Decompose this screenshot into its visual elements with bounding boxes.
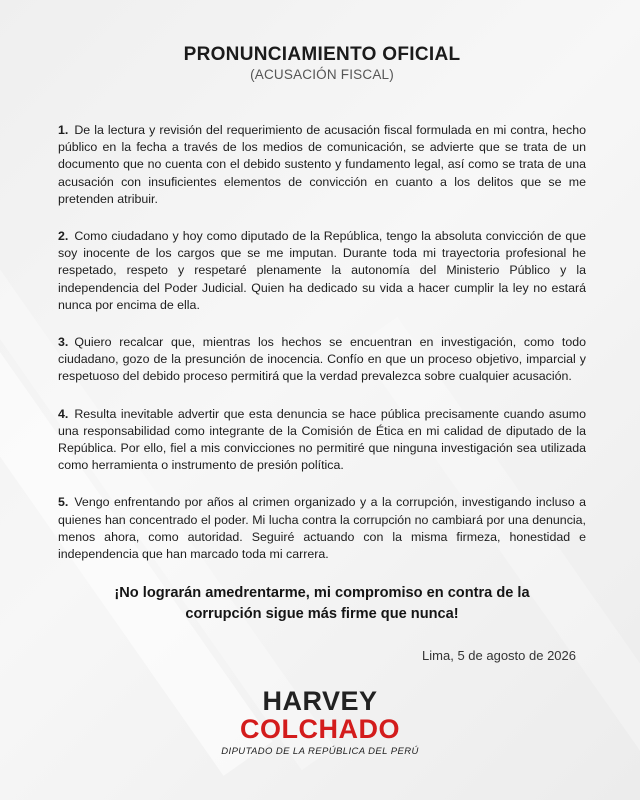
paragraph-2 [58,228,586,314]
paragraph-5 [58,494,586,563]
closing-line-1: ¡No lograrán amedrentarme, mi compromiso en contra de la [114,585,530,602]
closing-line-2: corrupción sigue más firme que nunca! [185,606,459,623]
paragraph-text: De la lectura y revisión del requerimiento de acusación fiscal formulada en mi contra, hecho público en la fecha a través de los medios de comunicación, se advierte que se trata de un documento que no cuenta con el debido sustento y fundamento legal, así como se trata de una acusación con insuficientes elementos de convicción en cuanto a los delitos que se me pretenden atribuir. [58,123,586,206]
paragraph-number: 1. [58,123,69,137]
paragraph-3 [58,334,586,386]
signature-first-name: HARVEY [262,686,378,716]
place-date: Lima, 5 de agosto de 2026 [422,648,576,663]
signature-last-name: COLCHADO [240,714,400,744]
paragraph-text: Vengo enfrentando por años al crimen organizado y a la corrupción, investigando incluso a quienes han concentrado el poder. Mi lucha contra la corrupción no cambiará por una denuncia, menos ahora, como autoridad. Seguiré actuando con la misma firmeza, honestidad e independencia que han marcado toda mi carrera. [58,495,586,562]
paragraph-number: 5. [58,495,69,510]
statement-content [58,44,586,625]
signature-role: DIPUTADO DE LA REPÚBLICA DEL PERÚ [221,746,419,757]
closing-statement [58,583,586,625]
paragraph-4 [58,406,586,475]
signature-block [0,688,640,757]
paragraph-number: 4. [58,406,69,421]
paragraph-text: Quiero recalcar que, mientras los hechos se encuentran en investigación, como todo ciudadano, gozo de la presunción de inocencia. Confío en que un proceso objetivo, imparcial y respetuoso del debido proceso permitirá que la verdad prevalezca sobre cualquier acusación. [58,335,586,384]
paragraph-text: Resulta inevitable advertir que esta denuncia se hace pública precisamente cuando asumo una responsabilidad como integrante de la Comisión de Ética en mi calidad de diputado de la República. Por ello, fiel a mis convicciones no permitiré que ninguna investigación sea utilizada como herramienta o instrumento de presión política. [58,406,586,473]
paragraph-number: 3. [58,335,69,350]
paragraph-number: 2. [58,229,69,244]
paragraph-text: Como ciudadano y hoy como diputado de la República, tengo la absoluta convicción de que soy inocente de los cargos que se me imputan. Durante toda mi trayectoria profesional he respetado, respeto y respetaré plenamente la autonomía del Ministerio Público y la independencia del Poder Judicial. Quien ha dedicado su vida a hacer cumplir la ley no estará nunca por encima de ella. [58,229,586,312]
paragraph-1 [58,122,586,208]
paragraph-list [58,122,586,563]
document-subtitle: (ACUSACIÓN FISCAL) [250,67,394,82]
document-title: PRONUNCIAMIENTO OFICIAL [183,44,461,65]
